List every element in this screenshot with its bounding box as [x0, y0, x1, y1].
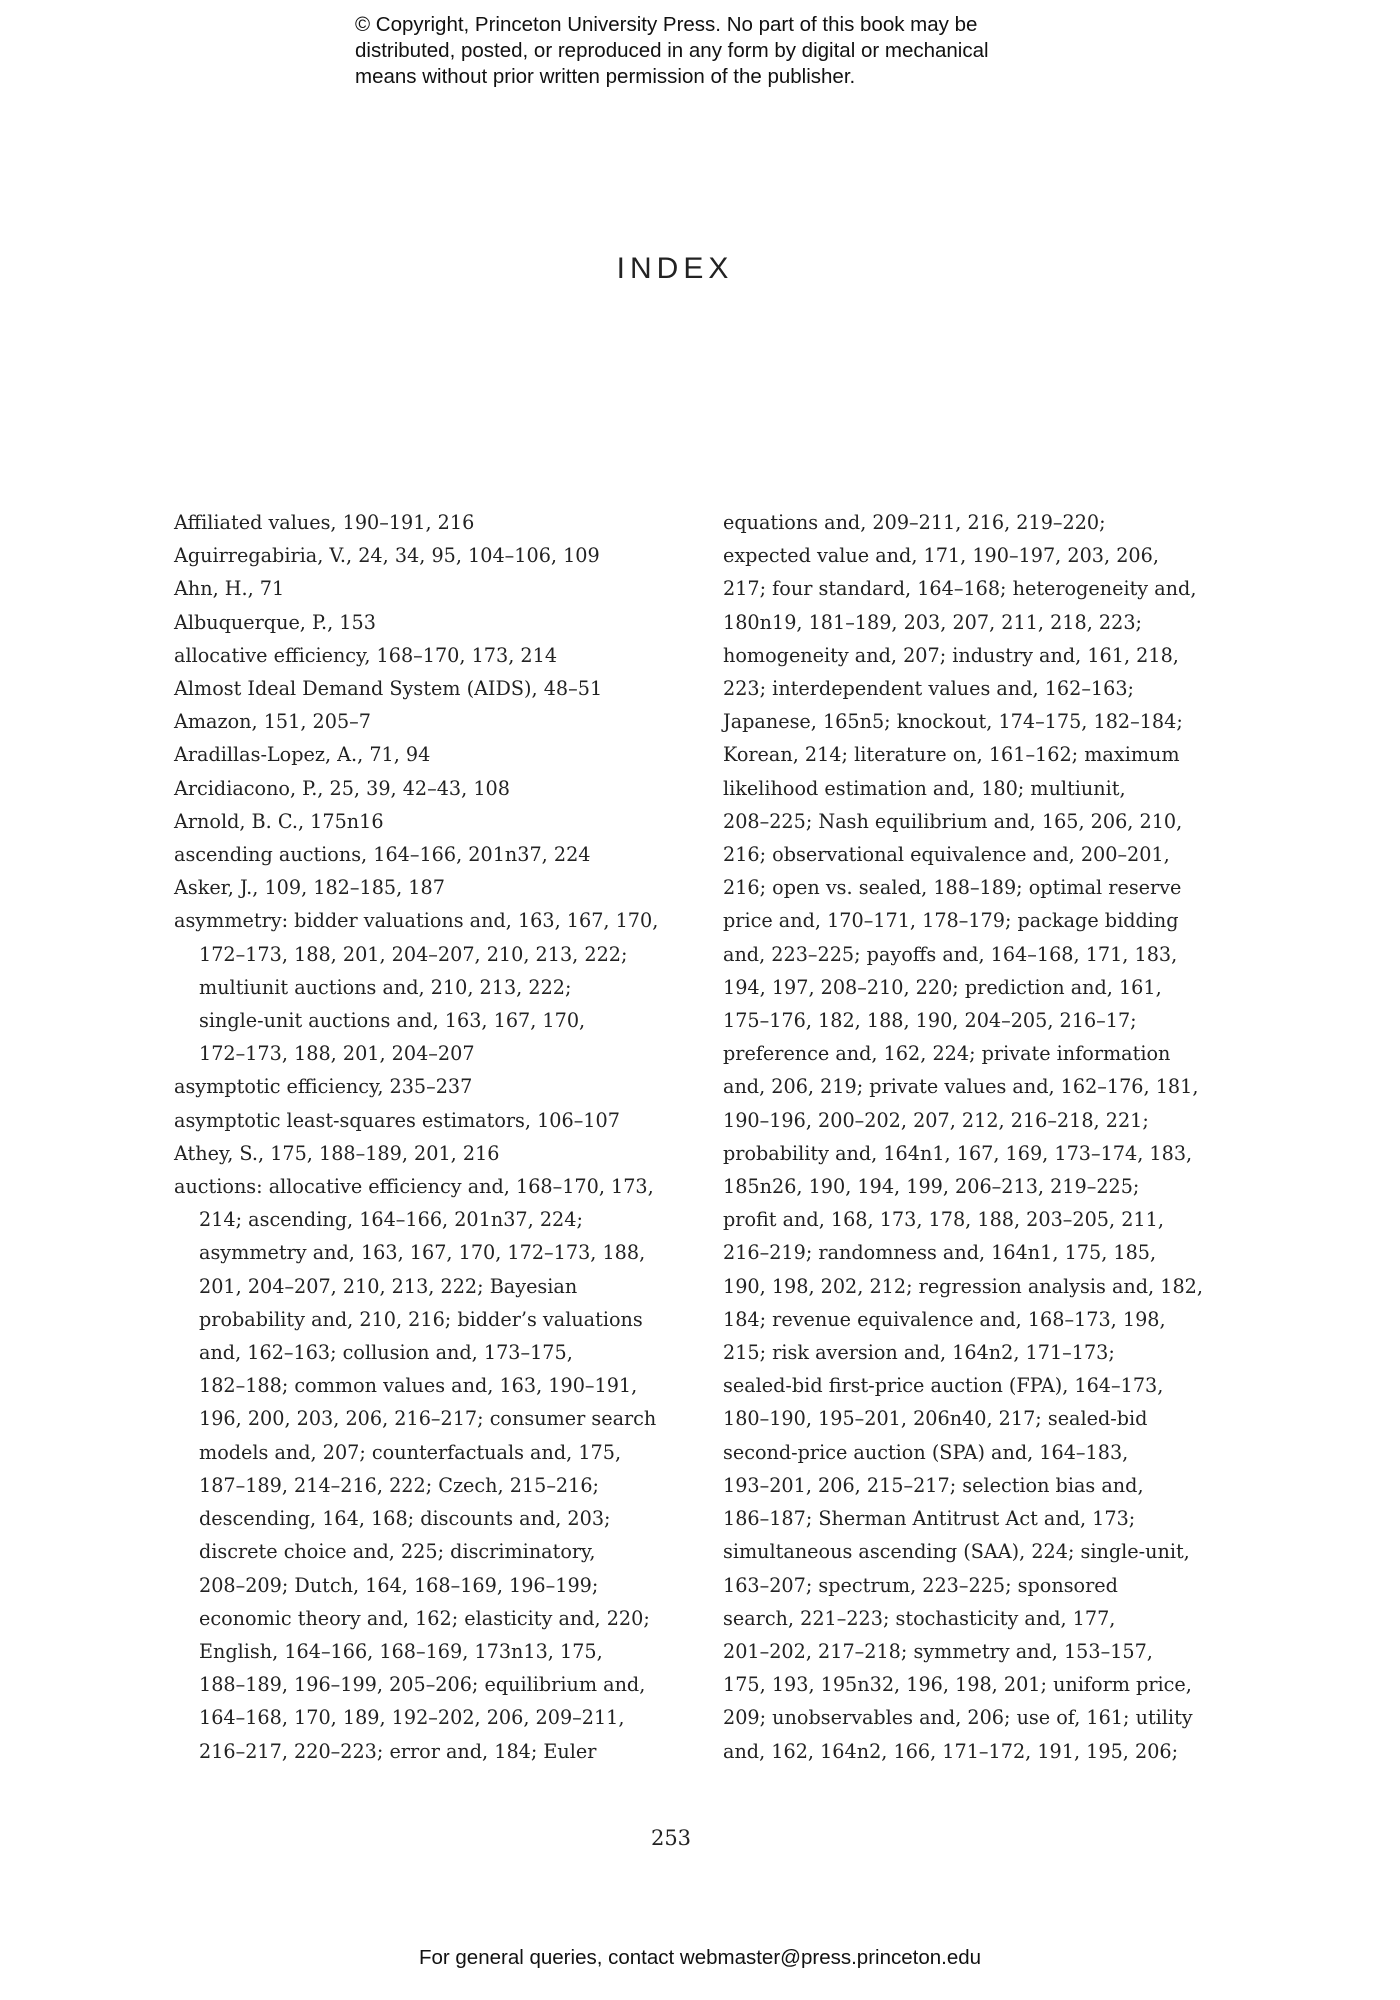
index-column-right — [723, 506, 1203, 1768]
index-entry — [174, 871, 674, 904]
index-entry-line: 208–209; Dutch, 164, 168–169, 196–199; — [199, 1573, 599, 1597]
index-entry-line: and, 162–163; collusion and, 173–175, — [199, 1341, 573, 1365]
index-entry-line: search, 221–223; stochasticity and, 177, — [723, 1606, 1116, 1630]
footer-contact: For general queries, contact webmaster@press.princeton.edu — [418, 1946, 982, 1969]
index-entry-line: 208–225; Nash equilibrium and, 165, 206, 210, — [723, 809, 1183, 833]
index-entry-line: discrete choice and, 225; discriminatory, — [199, 1540, 596, 1564]
index-entry — [174, 1070, 674, 1103]
index-entry-line: sealed-bid first-price auction (FPA), 164–173, — [723, 1374, 1164, 1398]
index-entry — [174, 506, 674, 539]
index-entry-line: second-price auction (SPA) and, 164–183, — [723, 1440, 1129, 1464]
index-entry-line: Japanese, 165n5; knockout, 174–175, 182–184; — [723, 710, 1183, 734]
index-entry — [174, 639, 674, 672]
index-entry-line: 201, 204–207, 210, 213, 222; Bayesian — [199, 1274, 578, 1298]
index-entry — [174, 1170, 674, 1768]
copyright-line: means without prior written permission of the publisher. — [355, 65, 856, 88]
index-entry-line: 188–189, 196–199, 205–206; equilibrium and, — [199, 1673, 646, 1697]
index-entry-line: asymmetry and, 163, 167, 170, 172–173, 188, — [199, 1241, 646, 1265]
copyright-line: © Copyright, Princeton University Press. No part of this book may be — [355, 13, 978, 36]
index-entry-line: 180–190, 195–201, 206n40, 217; sealed-bid — [723, 1407, 1148, 1431]
index-entry-line: Asker, J., 109, 182–185, 187 — [174, 876, 445, 900]
page-title: INDEX — [616, 252, 734, 285]
index-entry-line: multiunit auctions and, 210, 213, 222; — [199, 975, 572, 999]
index-entry-line: price and, 170–171, 178–179; package bidding — [723, 909, 1179, 933]
index-entry — [174, 772, 674, 805]
index-entry — [174, 1137, 674, 1170]
index-entry — [174, 572, 674, 605]
index-entry-line: asymptotic least-squares estimators, 106–107 — [174, 1108, 620, 1132]
index-entry-line: profit and, 168, 173, 178, 188, 203–205, 211, — [723, 1208, 1164, 1232]
index-entry — [174, 672, 674, 705]
index-entry-line: 186–187; Sherman Antitrust Act and, 173; — [723, 1507, 1136, 1531]
index-entry — [174, 838, 674, 871]
index-entry-line: Affiliated values, 190–191, 216 — [174, 511, 475, 534]
index-entry — [174, 705, 674, 738]
index-entry-line: and, 223–225; payoffs and, 164–168, 171, 183, — [723, 942, 1178, 966]
index-entry-line: 180n19, 181–189, 203, 207, 211, 218, 223; — [723, 610, 1143, 634]
index-entry-line: single-unit auctions and, 163, 167, 170, — [199, 1009, 586, 1033]
index-entry-line: Amazon, 151, 205–7 — [174, 710, 371, 734]
index-entry-line: 217; four standard, 164–168; heterogeneity and, — [723, 577, 1197, 601]
index-entry-line: 201–202, 217–218; symmetry and, 153–157, — [723, 1639, 1153, 1663]
index-entry — [174, 738, 674, 771]
index-entry-line: simultaneous ascending (SAA), 224; single-unit, — [723, 1540, 1190, 1564]
index-entry-line: Aguirregabiria, V., 24, 34, 95, 104–106, 109 — [174, 544, 600, 568]
index-entry-line: likelihood estimation and, 180; multiunit, — [723, 776, 1126, 800]
index-entry-line: equations and, 209–211, 216, 219–220; — [723, 511, 1106, 534]
index-entry-line: Ahn, H., 71 — [174, 577, 285, 601]
index-entry-line: Aradillas-Lopez, A., 71, 94 — [174, 743, 431, 767]
index-entry — [174, 539, 674, 572]
index-entry-line: allocative efficiency, 168–170, 173, 214 — [174, 643, 558, 667]
index-entry-line: 172–173, 188, 201, 204–207 — [199, 1042, 475, 1066]
index-entry-line: 209; unobservables and, 206; use of, 161; utility — [723, 1706, 1193, 1730]
index-entry-line: models and, 207; counterfactuals and, 175, — [199, 1440, 622, 1464]
index-entry-line: preference and, 162, 224; private information — [723, 1042, 1171, 1066]
index-entry-line: 216; open vs. sealed, 188–189; optimal reserve — [723, 876, 1182, 900]
index-entry-line: 190, 198, 202, 212; regression analysis and, 182, — [723, 1274, 1203, 1298]
index-entry-line: 185n26, 190, 194, 199, 206–213, 219–225; — [723, 1175, 1140, 1199]
index-entry-line: auctions: allocative efficiency and, 168–170, 173, — [174, 1175, 654, 1199]
index-entry-line: probability and, 164n1, 167, 169, 173–174, 183, — [723, 1141, 1193, 1165]
index-entry-line: Arnold, B. C., 175n16 — [174, 809, 384, 833]
index-entry-line: asymptotic efficiency, 235–237 — [174, 1075, 473, 1099]
index-entry-line: 190–196, 200–202, 207, 212, 216–218, 221; — [723, 1108, 1149, 1132]
copyright-line: distributed, posted, or reproduced in any form by digital or mechanical — [355, 39, 989, 62]
index-entry-line: 175, 193, 195n32, 196, 198, 201; uniform price, — [723, 1673, 1192, 1697]
index-entry-line: 193–201, 206, 215–217; selection bias and, — [723, 1473, 1144, 1497]
index-entry-line: economic theory and, 162; elasticity and, 220; — [199, 1606, 650, 1630]
copyright-notice — [355, 12, 1115, 90]
index-entry-line: homogeneity and, 207; industry and, 161, 218, — [723, 643, 1179, 667]
index-entry-line: 194, 197, 208–210, 220; prediction and, 161, — [723, 975, 1162, 999]
index-entry-line: descending, 164, 168; discounts and, 203; — [199, 1507, 611, 1531]
index-column-left — [174, 506, 674, 1768]
index-entry — [174, 805, 674, 838]
index-entry-line: 216–219; randomness and, 164n1, 175, 185, — [723, 1241, 1157, 1265]
index-entry-line: Almost Ideal Demand System (AIDS), 48–51 — [174, 677, 603, 701]
index-entry-line: 164–168, 170, 189, 192–202, 206, 209–211, — [199, 1706, 625, 1730]
index-entry-line: 184; revenue equivalence and, 168–173, 198, — [723, 1307, 1166, 1331]
index-entry-line: asymmetry: bidder valuations and, 163, 167, 170, — [174, 909, 659, 933]
index-entry-line: 187–189, 214–216, 222; Czech, 215–216; — [199, 1473, 600, 1497]
index-entry-line: and, 162, 164n2, 166, 171–172, 191, 195, 206; — [723, 1739, 1179, 1763]
index-entry-line: probability and, 210, 216; bidder’s valuations — [199, 1307, 643, 1331]
index-entry — [174, 904, 674, 1070]
index-entry-line: Korean, 214; literature on, 161–162; maximum — [723, 743, 1180, 767]
index-entry-line: 223; interdependent values and, 162–163; — [723, 677, 1135, 701]
index-entry-line: and, 206, 219; private values and, 162–176, 181, — [723, 1075, 1199, 1099]
index-entry-line: English, 164–166, 168–169, 173n13, 175, — [199, 1639, 603, 1663]
index-entry-line: Athey, S., 175, 188–189, 201, 216 — [174, 1141, 500, 1165]
index-entry-line: expected value and, 171, 190–197, 203, 206, — [723, 544, 1159, 568]
page-number: 253 — [650, 1826, 692, 1850]
index-entry-line: 215; risk aversion and, 164n2, 171–173; — [723, 1341, 1115, 1365]
index-entry-line: 196, 200, 203, 206, 216–217; consumer search — [199, 1407, 657, 1431]
index-entry — [174, 606, 674, 639]
index-entry-line: Arcidiacono, P., 25, 39, 42–43, 108 — [174, 776, 510, 800]
index-entry-line: 182–188; common values and, 163, 190–191, — [199, 1374, 638, 1398]
index-entry-line: Albuquerque, P., 153 — [174, 610, 376, 634]
index-entry-line: 216–217, 220–223; error and, 184; Euler — [199, 1739, 597, 1763]
index-entry-line: 175–176, 182, 188, 190, 204–205, 216–17; — [723, 1009, 1137, 1033]
index-entry-line: ascending auctions, 164–166, 201n37, 224 — [174, 843, 591, 867]
index-entry — [174, 1104, 674, 1137]
index-entry-line: 172–173, 188, 201, 204–207, 210, 213, 222; — [199, 942, 628, 966]
index-entry-line: 214; ascending, 164–166, 201n37, 224; — [199, 1208, 583, 1232]
index-entry-line: 163–207; spectrum, 223–225; sponsored — [723, 1573, 1118, 1597]
index-entry-line: 216; observational equivalence and, 200–201, — [723, 843, 1170, 867]
